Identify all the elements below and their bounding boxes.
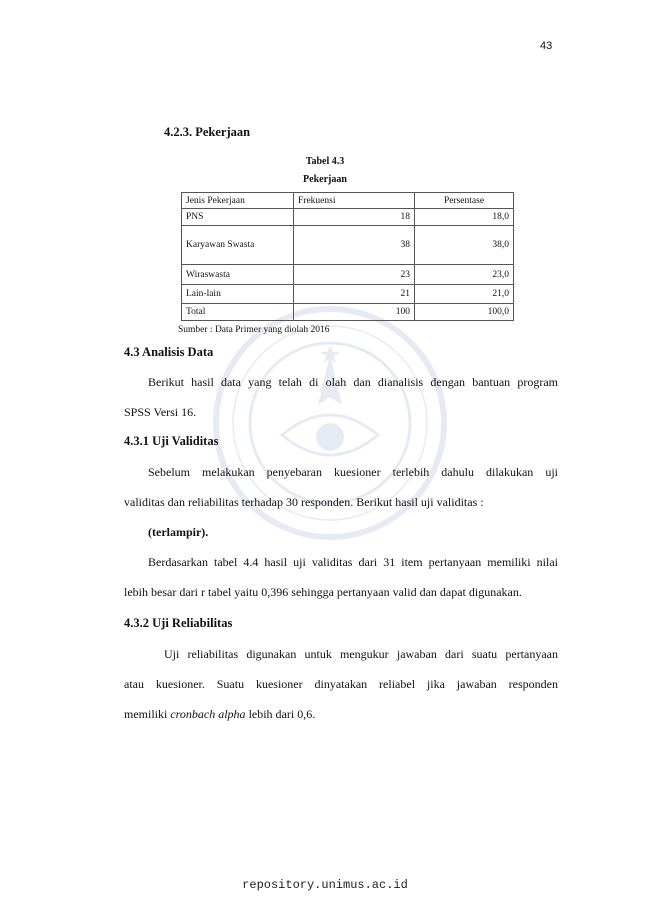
cell-frequency: 21 [294, 285, 415, 304]
page-number: 43 [540, 40, 553, 52]
attachment-note: (terlampir). [148, 525, 209, 539]
paragraph-line: atau kuesioner. Suatu kuesioner dinyatakan reliabel jika jawaban responden [124, 677, 558, 691]
header-frekuensi: Frekuensi [294, 193, 415, 209]
section-heading-analisis-data: 4.3 Analisis Data [124, 345, 214, 359]
section-heading-pekerjaan: 4.2.3. Pekerjaan [164, 125, 251, 139]
table-row [182, 226, 514, 265]
paragraph-line-final [124, 707, 558, 722]
table-row-total [182, 304, 514, 321]
cell-category: Wiraswasta [182, 265, 294, 285]
cell-frequency: 23 [294, 265, 415, 285]
table-caption-number: Tabel 4.3 [305, 156, 345, 167]
cell-percentage: 18,0 [415, 209, 514, 226]
cell-frequency: 38 [294, 226, 415, 265]
cell-frequency: 18 [294, 209, 415, 226]
cell-category: Lain-lain [182, 285, 294, 304]
table-row [182, 285, 514, 304]
table-header-row [182, 193, 514, 209]
pekerjaan-table [181, 192, 514, 321]
paragraph-text: lebih dari 0,6. [245, 707, 316, 721]
table-caption-title: Pekerjaan [303, 174, 347, 185]
cell-percentage: 38,0 [415, 226, 514, 265]
header-jenis-pekerjaan: Jenis Pekerjaan [182, 193, 294, 209]
paragraph-line: validitas dan reliabilitas terhadap 30 responden. Berikut hasil uji validitas : [124, 495, 484, 509]
table-source-note: Sumber : Data Primer yang diolah 2016 [178, 325, 330, 335]
italic-term: cronbach alpha [170, 707, 246, 721]
cell-category: Total [182, 304, 294, 321]
paragraph-text: memiliki [124, 707, 171, 721]
cell-category: Karyawan Swasta [182, 226, 294, 265]
table-row [182, 209, 514, 226]
header-persentase: Persentase [415, 193, 514, 209]
cell-percentage: 100,0 [415, 304, 514, 321]
paragraph-line: Sebelum melakukan penyebaran kuesioner terlebih dahulu dilakukan uji [148, 465, 558, 479]
paragraph-line: Berikut hasil data yang telah di olah dan dianalisis dengan bantuan program [148, 375, 558, 389]
table-row [182, 265, 514, 285]
paragraph-line: Uji reliabilitas digunakan untuk mengukur jawaban dari suatu pertanyaan [164, 647, 558, 661]
paragraph-line: SPSS Versi 16. [124, 405, 197, 419]
cell-frequency: 100 [294, 304, 415, 321]
cell-percentage: 21,0 [415, 285, 514, 304]
section-heading-uji-reliabilitas: 4.3.2 Uji Reliabilitas [124, 616, 233, 630]
cell-category: PNS [182, 209, 294, 226]
paragraph-line: lebih besar dari r tabel yaitu 0,396 sehingga pertanyaan valid dan dapat digunakan. [124, 585, 522, 599]
repository-footer: repository.unimus.ac.id [242, 878, 408, 892]
cell-percentage: 23,0 [415, 265, 514, 285]
paragraph-line: Berdasarkan tabel 4.4 hasil uji validitas dari 31 item pertanyaan memiliki nilai [148, 555, 558, 569]
section-heading-uji-validitas: 4.3.1 Uji Validitas [124, 434, 219, 448]
